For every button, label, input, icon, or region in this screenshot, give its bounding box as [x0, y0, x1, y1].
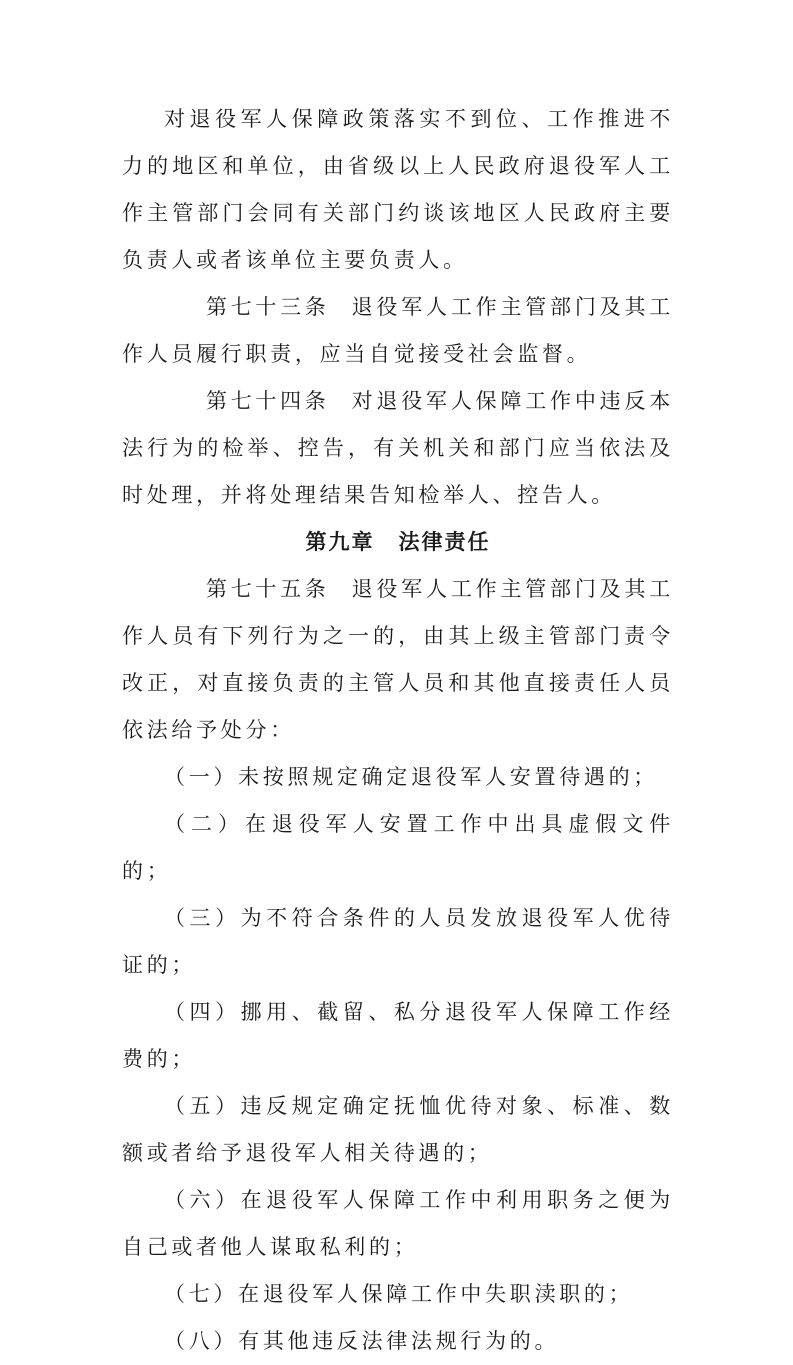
list-item: （三）为不符合条件的人员发放退役军人优待证的； — [122, 906, 674, 977]
article-75 — [122, 566, 674, 754]
article-73 — [122, 284, 674, 378]
article-75-text: 退役军人工作主管部门及其工作人员有下列行为之一的，由其上级主管部门责令改正，对直接负责的主管人员和其他直接责任人员依法给予处分： — [122, 577, 674, 742]
chapter-title: 法律责任 — [398, 530, 491, 554]
list-item: （八）有其他违反法律法规行为的。 — [164, 1329, 560, 1353]
list-item: （五）违反规定确定抚恤优待对象、标准、数额或者给予退役军人相关待遇的； — [122, 1094, 674, 1165]
article-73-title: 第七十三条 — [206, 295, 330, 319]
article-75-title: 第七十五条 — [206, 577, 330, 601]
list-item: （二）在退役军人安置工作中出具虚假文件的； — [122, 812, 674, 883]
article-73-text: 退役军人工作主管部门及其工作人员履行职责，应当自觉接受社会监督。 — [122, 295, 674, 366]
article-74-title: 第七十四条 — [206, 389, 330, 413]
paragraph-accountability: 对退役军人保障政策落实不到位、工作推进不力的地区和单位，由省级以上人民政府退役军人工作主管部门会同有关部门约谈该地区人民政府主要负责人或者该单位主要负责人。 — [122, 107, 674, 272]
list-item: （六）在退役军人保障工作中利用职务之便为自己或者他人谋取私利的； — [122, 1188, 674, 1259]
document-body — [122, 96, 674, 1365]
list-item: （四）挪用、截留、私分退役军人保障工作经费的； — [122, 1000, 674, 1071]
article-74 — [122, 378, 674, 519]
chapter-heading — [122, 519, 674, 566]
article-74-text: 对退役军人保障工作中违反本法行为的检举、控告，有关机关和部门应当依法及时处理，并将处理结果告知检举人、控告人。 — [122, 389, 674, 507]
chapter-number: 第九章 — [305, 530, 375, 554]
list-item: （七）在退役军人保障工作中失职渎职的； — [164, 1282, 634, 1306]
list-item: （一）未按照规定确定退役军人安置待遇的； — [164, 765, 658, 789]
